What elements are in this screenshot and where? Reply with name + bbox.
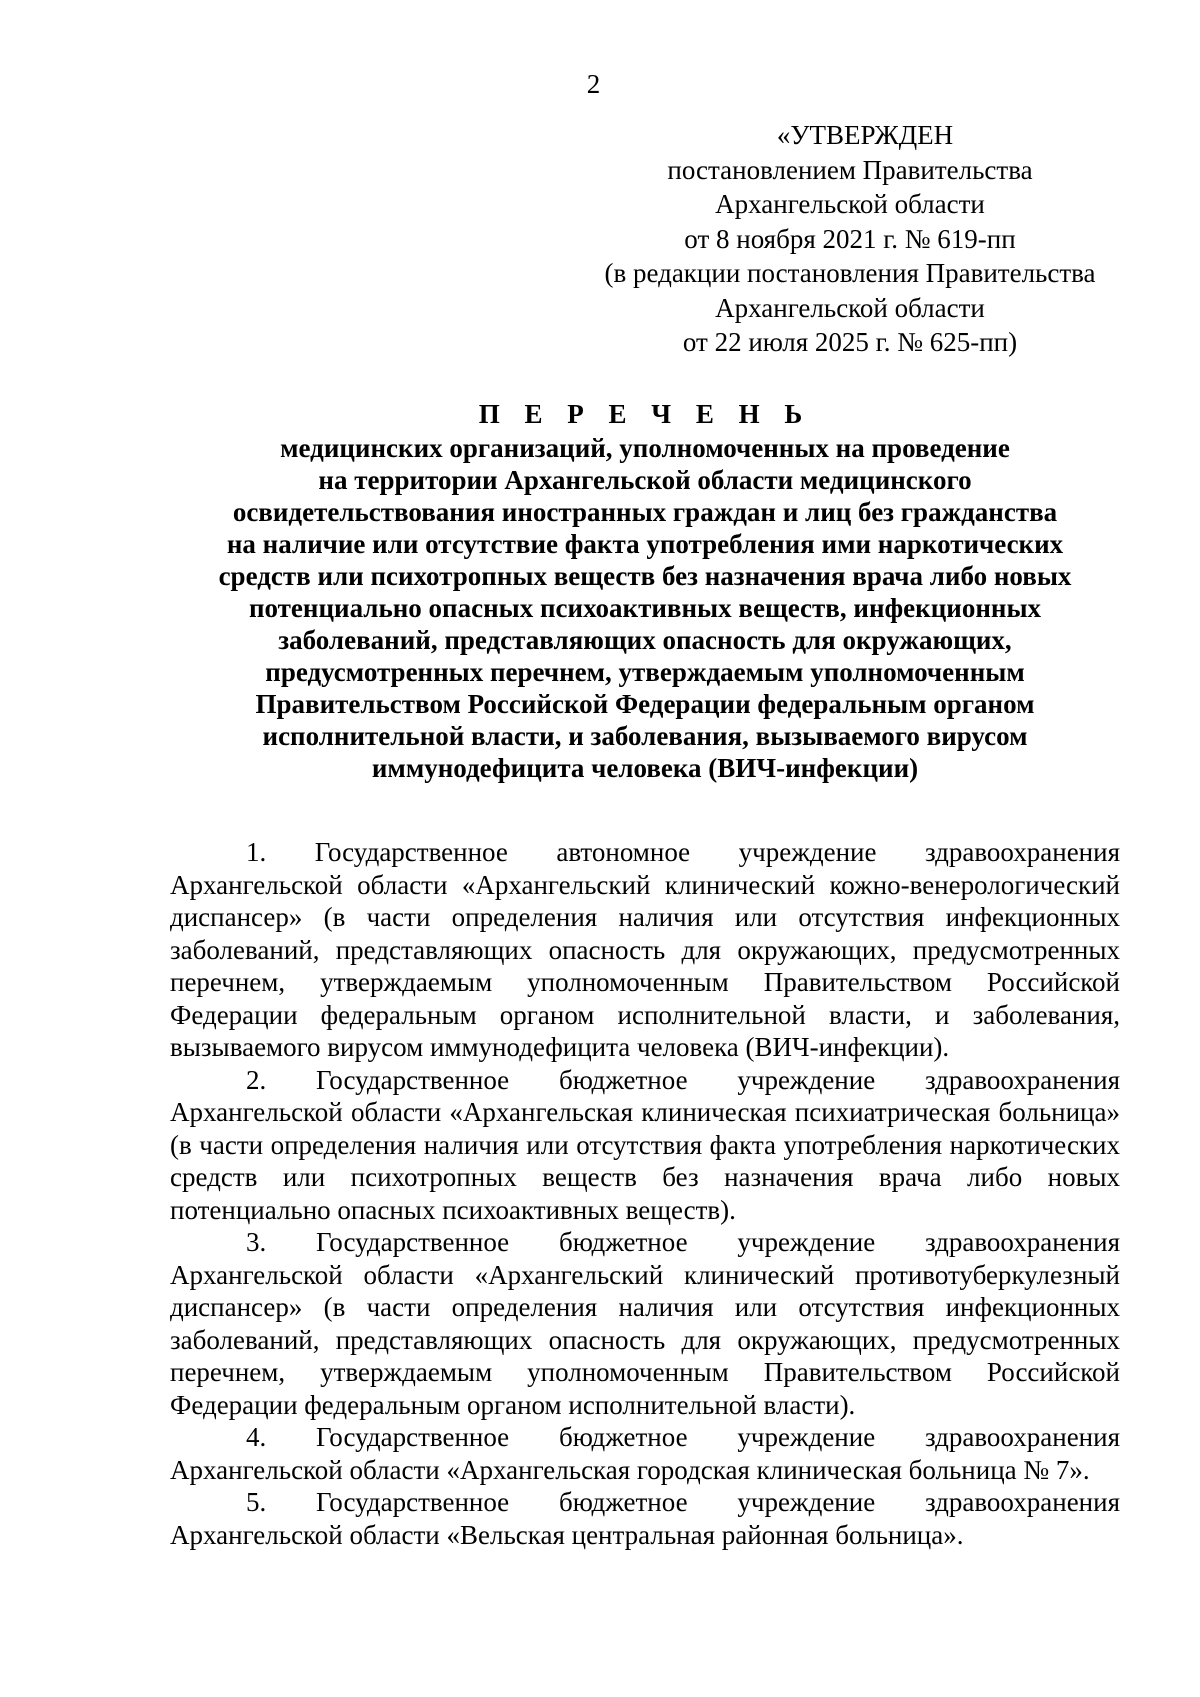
organization-list: [170, 836, 1120, 1551]
heading-line: заболеваний, представляющих опасность для окружающих,: [278, 625, 1012, 655]
approval-line: от 8 ноября 2021 г. № 619-пп: [684, 223, 1016, 254]
heading-line: исполнительной власти, и заболевания, вызываемого вирусом: [262, 721, 1028, 751]
heading-line: на территории Архангельской области медицинского: [318, 465, 972, 495]
approval-stamp: [600, 118, 1100, 360]
document-heading: [170, 398, 1120, 784]
approval-line: Архангельской области: [715, 292, 985, 323]
approval-line: (в редакции постановления Правительства: [604, 258, 1096, 288]
heading-line: Правительством Российской Федерации федеральным органом: [255, 689, 1035, 719]
heading-line: потенциально опасных психоактивных веществ, инфекционных: [248, 593, 1042, 623]
approval-line: от 22 июля 2025 г. № 625-пп): [682, 327, 1018, 357]
list-item: 4. Государственное бюджетное учреждение здравоохранения Архангельской области «Архангельская городская клиническая больница № 7».: [170, 1422, 1120, 1485]
list-item: 1. Государственное автономное учреждение здравоохранения Архангельской области «Архангельский клинический кожно-венерологический диспансер» (в части определения наличия или отсутствия инфекционных заболеваний, представляющих опасность для окружающих, предусмотренных перечнем, утверждаемым уполномоченным Правительством Российской Федерации федеральным органом исполнительной власти, и заболевания, вызываемого вирусом иммунодефицита человека (ВИЧ-инфекции).: [170, 837, 1120, 1062]
list-item: 5. Государственное бюджетное учреждение здравоохранения Архангельской области «Вельская центральная районная больница».: [170, 1487, 1120, 1550]
heading-line: предусмотренных перечнем, утверждаемым уполномоченным: [265, 657, 1025, 687]
approval-line: Архангельской области: [715, 189, 985, 219]
list-item: 2. Государственное бюджетное учреждение здравоохранения Архангельской области «Архангельская клиническая психиатрическая больница» (в части определения наличия или отсутствия факта употребления наркотических средств или психотропных веществ без назначения врача либо новых потенциально опасных психоактивных веществ).: [170, 1064, 1120, 1225]
approval-line: постановлением Правительства: [667, 154, 1033, 185]
page-number: 2: [586, 69, 601, 99]
heading-line: средств или психотропных веществ без назначения врача либо новых: [218, 561, 1072, 591]
list-item: 3. Государственное бюджетное учреждение здравоохранения Архангельской области «Архангельский клинический противотуберкулезный диспансер» (в части определения наличия или отсутствия инфекционных заболеваний, представляющих опасность для окружающих, предусмотренных перечнем, утверждаемым уполномоченным Правительством Российской Федерации федеральным органом исполнительной власти).: [170, 1227, 1120, 1420]
heading-line: освидетельствования иностранных граждан и лиц без гражданства: [232, 497, 1058, 527]
heading-line: иммунодефицита человека (ВИЧ-инфекции): [371, 753, 919, 783]
document-title: П Е Р Е Ч Е Н Ь: [478, 399, 812, 429]
approval-line: «УТВЕРЖДЕН: [776, 120, 954, 150]
heading-line: на наличие или отсутствие факта употребления ими наркотических: [226, 529, 1064, 559]
heading-line: медицинских организаций, уполномоченных на проведение: [280, 433, 1010, 463]
